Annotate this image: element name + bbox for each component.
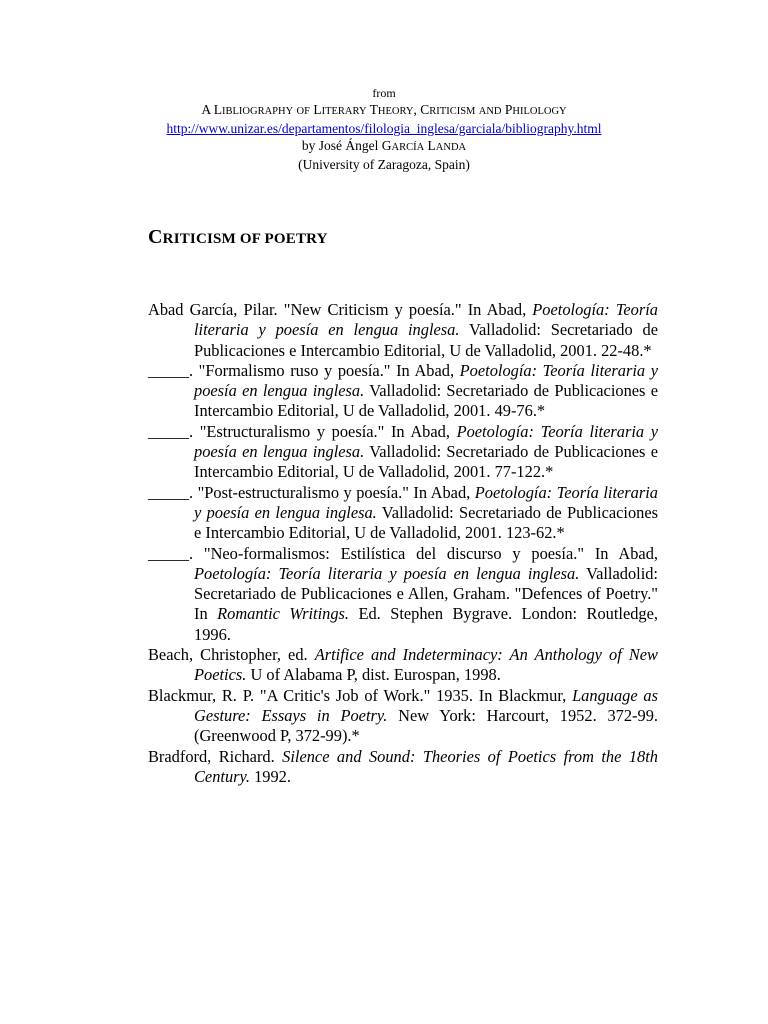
bibliography-entry: _____. "Estructuralismo y poesía." In Abad, Poetología: Teoría literaria y poesía en lengua inglesa. Valladolid: Secretariado de Publicaciones e Intercambio Editorial, U de Valladolid, 2001. 77-122.*: [148, 421, 658, 482]
document-header: [0, 86, 768, 173]
author-line: by José Ángel GARCÍA LANDA: [301, 138, 467, 153]
section-title: CRITICISM OF POETRY: [148, 226, 328, 248]
bibliography-entry: Beach, Christopher, ed. Artifice and Indeterminacy: An Anthology of New Poetics. U of Alabama P, dist. Eurospan, 1998.: [148, 645, 658, 685]
bibliography-entry: _____. "Post-estructuralismo y poesía." In Abad, Poetología: Teoría literaria y poesía en lengua inglesa. Valladolid: Secretariado de Publicaciones e Intercambio Editorial, U de Valladolid, 2001. 123-62.*: [148, 482, 659, 543]
bibliography-entry: Blackmur, R. P. "A Critic's Job of Work." 1935. In Blackmur, Language as Gesture: Essays in Poetry. New York: Harcourt, 1952. 372-99. (Greenwood P, 372-99).*: [148, 685, 658, 746]
bibliography-entry: Abad García, Pilar. "New Criticism y poesía." In Abad, Poetología: Teoría literaria y poesía en lengua inglesa. Valladolid: Secretariado de Publicaciones e Intercambio Editorial, U de Valladolid, 2001. 22-48.*: [148, 300, 659, 360]
bibliography-url-link[interactable]: http://www.unizar.es/departamentos/filologia_inglesa/garciala/bibliography.html: [166, 121, 602, 136]
bibliography-entry: Bradford, Richard. Silence and Sound: Theories of Poetics from the 18th Century. 1992.: [148, 746, 658, 786]
bibliography-entries: [148, 300, 658, 787]
institution-line: (University of Zaragoza, Spain): [298, 157, 470, 172]
bibliography-entry: _____. "Formalismo ruso y poesía." In Abad, Poetología: Teoría literaria y poesía en lengua inglesa. Valladolid: Secretariado de Publicaciones e Intercambio Editorial, U de Valladolid, 2001. 49-76.*: [148, 360, 658, 421]
bibliography-entry: _____. "Neo-formalismos: Estilística del discurso y poesía." In Abad, Poetología: Teoría literaria y poesía en lengua inglesa. Valladolid: Secretariado de Publicaciones e Allen, Graham. "Defences of Poetry." In Romantic Writings. Ed. Stephen Bygrave. London: Routledge, 1996.: [148, 543, 658, 644]
from-label: from: [372, 86, 396, 100]
bibliography-title: A LIBLIOGRAPHY OF LITERARY THEORY, CRITICISM AND PHILOLOGY: [201, 102, 567, 117]
